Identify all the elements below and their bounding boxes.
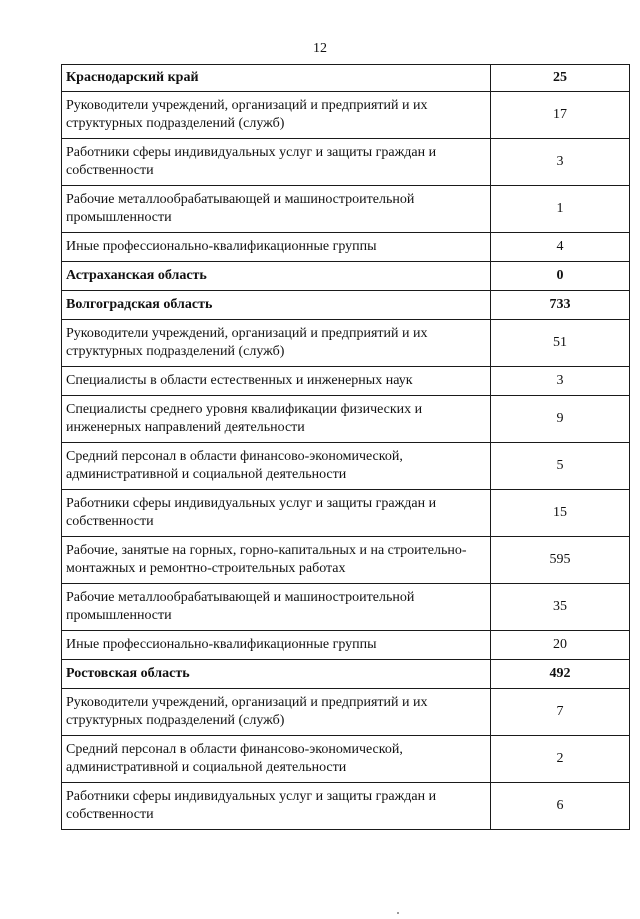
category-label: Руководители учреждений, организаций и предприятий и их структурных подразделений (служб) <box>62 689 491 736</box>
category-count: 15 <box>491 490 630 537</box>
category-count: 6 <box>491 783 630 830</box>
category-count: 1 <box>491 186 630 233</box>
table-row <box>62 139 630 186</box>
table-row <box>62 783 630 830</box>
category-label: Рабочие металлообрабатывающей и машиностроительной промышленности <box>62 584 491 631</box>
category-label: Руководители учреждений, организаций и предприятий и их структурных подразделений (служб) <box>62 92 491 139</box>
region-name: Ростовская область <box>62 660 491 689</box>
table-row <box>62 631 630 660</box>
category-label: Специалисты в области естественных и инженерных наук <box>62 367 491 396</box>
category-label: Иные профессионально-квалификационные группы <box>62 631 491 660</box>
table-row <box>62 92 630 139</box>
table-row <box>62 367 630 396</box>
table-row <box>62 736 630 783</box>
table-row <box>62 689 630 736</box>
scan-speck <box>397 912 399 914</box>
category-count: 5 <box>491 443 630 490</box>
category-count: 4 <box>491 233 630 262</box>
category-label: Руководители учреждений, организаций и предприятий и их структурных подразделений (служб) <box>62 320 491 367</box>
occupation-table <box>61 64 630 830</box>
table-row <box>62 537 630 584</box>
region-name: Астраханская область <box>62 262 491 291</box>
category-label: Рабочие металлообрабатывающей и машиностроительной промышленности <box>62 186 491 233</box>
category-label: Работники сферы индивидуальных услуг и защиты граждан и собственности <box>62 139 491 186</box>
region-total: 733 <box>491 291 630 320</box>
region-name: Краснодарский край <box>62 65 491 92</box>
category-count: 3 <box>491 139 630 186</box>
category-count: 2 <box>491 736 630 783</box>
page-number: 12 <box>313 41 327 56</box>
region-total: 0 <box>491 262 630 291</box>
table-row <box>62 233 630 262</box>
category-count: 7 <box>491 689 630 736</box>
category-label: Работники сферы индивидуальных услуг и защиты граждан и собственности <box>62 490 491 537</box>
category-label: Специалисты среднего уровня квалификации физических и инженерных направлений деятельности <box>62 396 491 443</box>
table-row <box>62 186 630 233</box>
category-count: 17 <box>491 92 630 139</box>
table-row <box>62 490 630 537</box>
region-total: 492 <box>491 660 630 689</box>
region-row <box>62 291 630 320</box>
category-label: Иные профессионально-квалификационные группы <box>62 233 491 262</box>
category-label: Средний персонал в области финансово-экономической, административной и социальной деятельности <box>62 736 491 783</box>
category-label: Работники сферы индивидуальных услуг и защиты граждан и собственности <box>62 783 491 830</box>
category-count: 35 <box>491 584 630 631</box>
region-row <box>62 65 630 92</box>
table-row <box>62 443 630 490</box>
category-count: 595 <box>491 537 630 584</box>
table-body <box>62 65 630 830</box>
table-row <box>62 320 630 367</box>
region-row <box>62 262 630 291</box>
category-count: 20 <box>491 631 630 660</box>
category-count: 51 <box>491 320 630 367</box>
category-label: Рабочие, занятые на горных, горно-капитальных и на строительно-монтажных и ремонтно-строительных работах <box>62 537 491 584</box>
region-total: 25 <box>491 65 630 92</box>
category-count: 9 <box>491 396 630 443</box>
table-row <box>62 584 630 631</box>
region-row <box>62 660 630 689</box>
category-count: 3 <box>491 367 630 396</box>
region-name: Волгоградская область <box>62 291 491 320</box>
table-row <box>62 396 630 443</box>
category-label: Средний персонал в области финансово-экономической, административной и социальной деятельности <box>62 443 491 490</box>
